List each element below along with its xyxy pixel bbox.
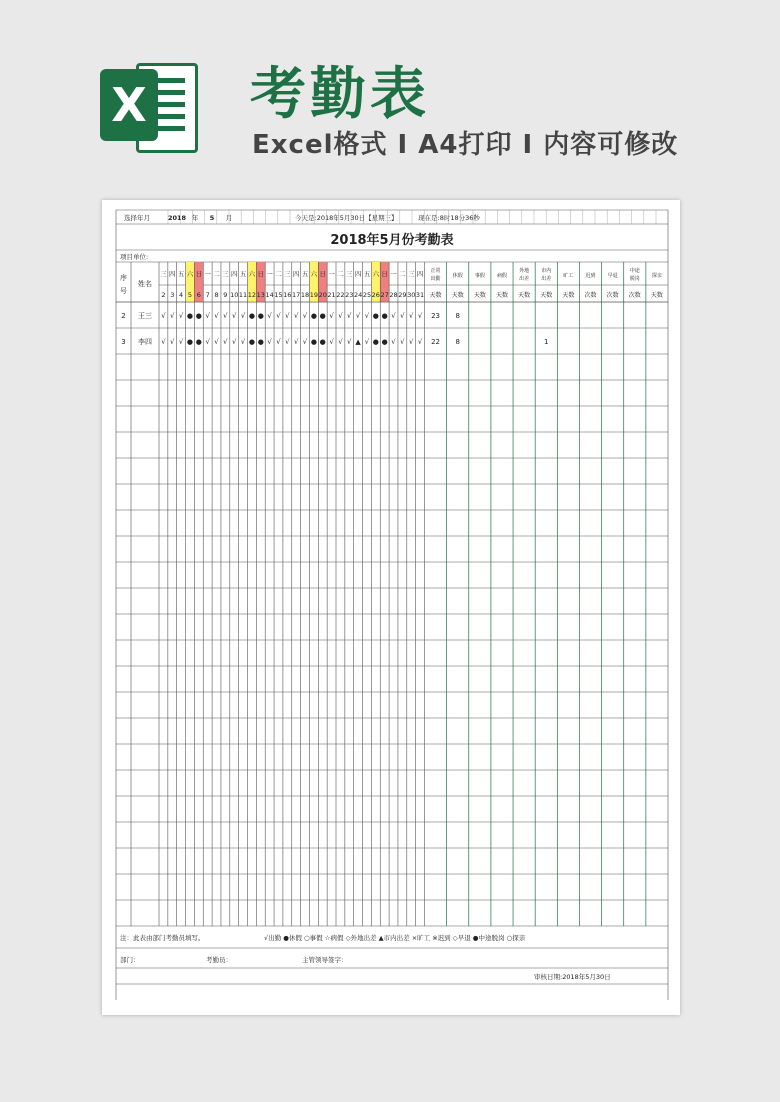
attendance-mark: √ xyxy=(391,338,396,346)
page-subtitle: Excel格式 I A4打印 I 内容可修改 xyxy=(252,130,679,160)
summary-header: 病假 xyxy=(496,273,507,279)
attendance-mark: √ xyxy=(285,312,290,320)
weekday-label: 三 xyxy=(222,270,229,278)
promo-header xyxy=(0,0,780,190)
day-number: 17 xyxy=(292,291,301,299)
attendance-mark: √ xyxy=(178,312,184,320)
summary-value: 23 xyxy=(431,312,441,320)
attendance-mark: √ xyxy=(231,312,237,320)
day-number: 8 xyxy=(214,291,219,299)
day-number: 25 xyxy=(362,291,372,299)
day-number: 12 xyxy=(247,291,257,299)
attendance-mark: √ xyxy=(302,338,308,346)
review-date: 审核日期:2018年5月30日 xyxy=(534,973,611,981)
attendance-mark: √ xyxy=(408,338,414,346)
summary-header: 脱岗 xyxy=(629,276,640,282)
day-number: 11 xyxy=(238,291,248,299)
weekday-label: 六 xyxy=(310,270,318,278)
summary-unit: 天数 xyxy=(495,292,508,299)
weekday-label: 日 xyxy=(195,270,203,278)
attendance-mark: ● xyxy=(195,312,202,320)
attendance-mark: √ xyxy=(205,312,210,320)
weekday-label: 二 xyxy=(337,270,344,278)
attendance-mark: ● xyxy=(257,338,264,346)
attendance-mark: √ xyxy=(170,338,175,346)
summary-header: 外地 xyxy=(519,268,530,274)
attendance-mark: √ xyxy=(223,338,228,346)
day-number: 9 xyxy=(223,291,228,299)
summary-header: 旷工 xyxy=(563,273,574,279)
summary-unit: 天数 xyxy=(429,292,442,299)
attendance-mark: √ xyxy=(302,312,308,320)
attendance-mark: ▲ xyxy=(355,338,361,346)
month-value: 5 xyxy=(209,214,215,222)
attendance-mark: √ xyxy=(205,338,210,346)
weekday-label: 三 xyxy=(407,270,415,278)
attendance-mark: √ xyxy=(214,312,219,320)
summary-unit: 天数 xyxy=(518,292,531,299)
day-number: 5 xyxy=(187,291,193,299)
summary-header: 出差 xyxy=(541,276,552,282)
attendance-mark: ● xyxy=(381,338,388,346)
attendance-mark: √ xyxy=(391,312,396,320)
weekday-label: 四 xyxy=(169,270,176,278)
attendance-mark: √ xyxy=(400,338,405,346)
today-text: 今天是:2018年5月30日【星期三】 xyxy=(295,214,398,222)
attendance-mark: ● xyxy=(381,312,388,320)
row-seq: 3 xyxy=(121,338,126,346)
weekday-label: 三 xyxy=(284,270,291,278)
summary-header: 事假 xyxy=(474,273,485,279)
weekday-label: 三 xyxy=(160,270,167,278)
weekday-label: 一 xyxy=(204,270,211,278)
row-name: 王三 xyxy=(138,312,152,320)
attendance-mark: √ xyxy=(240,338,246,346)
day-number: 13 xyxy=(256,291,265,299)
weekday-label: 六 xyxy=(186,270,194,278)
day-number: 24 xyxy=(353,291,363,299)
attendance-mark: √ xyxy=(214,338,219,346)
row-name: 李四 xyxy=(138,338,152,346)
attendance-mark: √ xyxy=(231,338,237,346)
summary-header: 休假 xyxy=(452,273,463,279)
project-unit-label: 项目单位: xyxy=(120,253,149,261)
day-number: 29 xyxy=(398,291,407,299)
attendance-table xyxy=(102,200,680,1015)
attendance-mark: √ xyxy=(364,338,370,346)
day-number: 26 xyxy=(371,291,380,299)
weekday-label: 一 xyxy=(328,270,335,278)
weekday-label: 五 xyxy=(239,270,247,278)
summary-value: 8 xyxy=(455,338,460,346)
attendance-mark: ● xyxy=(248,338,255,346)
weekday-label: 五 xyxy=(363,270,371,278)
summary-header: 正常 xyxy=(430,268,441,274)
attendance-mark: √ xyxy=(267,338,272,346)
weekday-label: 二 xyxy=(275,270,282,278)
attendance-mark: ● xyxy=(248,312,255,320)
attendance-mark: √ xyxy=(347,338,352,346)
day-number: 4 xyxy=(179,291,184,299)
summary-header: 早退 xyxy=(607,273,618,279)
day-number: 18 xyxy=(300,291,310,299)
attendance-mark: √ xyxy=(329,338,334,346)
attendance-mark: √ xyxy=(267,312,272,320)
day-number: 14 xyxy=(265,291,274,299)
attendance-mark: √ xyxy=(170,312,175,320)
attendance-mark: √ xyxy=(355,312,361,320)
day-number: 3 xyxy=(170,291,175,299)
summary-value: 8 xyxy=(455,312,460,320)
clerk-label: 考勤员： xyxy=(206,956,232,964)
weekday-label: 日 xyxy=(319,270,326,278)
attendance-mark: √ xyxy=(240,312,246,320)
weekday-label: 二 xyxy=(213,270,220,278)
attendance-mark: √ xyxy=(408,312,414,320)
attendance-mark: √ xyxy=(285,338,290,346)
summary-value: 22 xyxy=(431,338,441,346)
weekday-label: 四 xyxy=(416,270,424,278)
weekday-label: 日 xyxy=(381,270,388,278)
day-number: 7 xyxy=(205,291,210,299)
summary-header: 中途 xyxy=(629,268,640,274)
day-number: 16 xyxy=(283,291,292,299)
weekday-label: 四 xyxy=(292,270,300,278)
day-number: 30 xyxy=(407,291,416,299)
attendance-mark: ● xyxy=(195,338,202,346)
attendance-mark: ● xyxy=(310,338,317,346)
summary-unit: 天数 xyxy=(650,292,663,299)
attendance-mark: √ xyxy=(293,338,299,346)
weekday-label: 一 xyxy=(266,270,273,278)
summary-unit: 天数 xyxy=(562,292,575,299)
summary-unit: 次数 xyxy=(606,292,619,299)
column-name-header: 姓名 xyxy=(138,280,152,288)
attendance-mark: √ xyxy=(293,312,299,320)
footer-note: 注：此表由部门考勤员填写。 xyxy=(120,934,205,942)
sheet-title: 2018年5月份考勤表 xyxy=(330,233,454,248)
day-number: 2 xyxy=(161,291,166,299)
day-number: 28 xyxy=(389,291,398,299)
weekday-label: 二 xyxy=(399,270,406,278)
weekday-label: 五 xyxy=(301,270,309,278)
weekday-label: 日 xyxy=(257,270,265,278)
summary-header: 出差 xyxy=(519,276,530,282)
attendance-mark: ● xyxy=(310,312,317,320)
attendance-mark: ● xyxy=(319,312,326,320)
attendance-mark: √ xyxy=(161,312,166,320)
weekday-label: 三 xyxy=(346,270,353,278)
weekday-label: 五 xyxy=(177,270,185,278)
weekday-label: 四 xyxy=(354,270,362,278)
day-number: 31 xyxy=(415,291,425,299)
attendance-sheet xyxy=(102,200,680,1015)
weekday-label: 四 xyxy=(230,270,238,278)
current-time-text: 现在是:8时18分36秒 xyxy=(418,214,480,222)
summary-unit: 天数 xyxy=(451,292,464,299)
attendance-mark: √ xyxy=(178,338,184,346)
attendance-mark: √ xyxy=(276,338,281,346)
attendance-mark: √ xyxy=(417,338,423,346)
column-seq-header: 序 xyxy=(120,274,127,282)
summary-unit: 次数 xyxy=(584,292,597,299)
attendance-mark: √ xyxy=(329,312,334,320)
attendance-mark: ● xyxy=(319,338,326,346)
supervisor-label: 主管领导签字： xyxy=(302,956,348,964)
day-number: 15 xyxy=(274,291,283,299)
attendance-mark: √ xyxy=(276,312,281,320)
month-unit-label: 月 xyxy=(225,214,233,222)
attendance-mark: √ xyxy=(161,338,166,346)
summary-header: 出勤 xyxy=(430,276,441,282)
attendance-mark: √ xyxy=(223,312,228,320)
department-label: 部门： xyxy=(120,956,140,964)
weekday-label: 六 xyxy=(248,270,256,278)
summary-header: 市内 xyxy=(541,268,552,274)
attendance-mark: ● xyxy=(372,312,379,320)
page-title: 考勤表 xyxy=(250,62,430,127)
legend-text: √出勤 ●休假 ○事假 ☆病假 ◇外地出差 ▲市内出差 ×旷工 ※迟到 ◇早退 ●中途脱岗 ○探亲 xyxy=(264,934,526,942)
day-number: 20 xyxy=(318,291,327,299)
excel-logo-icon: X xyxy=(100,55,200,155)
summary-unit: 天数 xyxy=(540,292,553,299)
summary-unit: 次数 xyxy=(628,292,641,299)
summary-header: 探亲 xyxy=(651,273,662,279)
day-number: 22 xyxy=(336,291,345,299)
row-seq: 2 xyxy=(121,312,126,320)
attendance-mark: ● xyxy=(186,312,194,320)
year-unit-label: 年 xyxy=(191,214,199,222)
day-number: 21 xyxy=(327,291,336,299)
attendance-mark: ● xyxy=(372,338,379,346)
column-seq-header: 号 xyxy=(120,287,127,295)
weekday-label: 一 xyxy=(390,270,397,278)
attendance-mark: √ xyxy=(417,312,423,320)
weekday-label: 六 xyxy=(372,270,380,278)
attendance-mark: √ xyxy=(400,312,405,320)
summary-unit: 天数 xyxy=(473,292,486,299)
day-number: 10 xyxy=(230,291,239,299)
summary-value: 1 xyxy=(544,338,549,346)
select-month-label: 选择年月 xyxy=(124,214,150,222)
attendance-mark: √ xyxy=(338,312,343,320)
day-number: 19 xyxy=(309,291,319,299)
attendance-mark: ● xyxy=(257,312,264,320)
day-number: 6 xyxy=(196,291,201,299)
attendance-mark: √ xyxy=(364,312,370,320)
summary-header: 迟到 xyxy=(585,273,596,279)
attendance-mark: √ xyxy=(338,338,343,346)
attendance-mark: √ xyxy=(347,312,352,320)
day-number: 23 xyxy=(345,291,354,299)
day-number: 27 xyxy=(380,291,389,299)
year-value: 2018 xyxy=(167,214,187,222)
attendance-mark: ● xyxy=(186,338,194,346)
